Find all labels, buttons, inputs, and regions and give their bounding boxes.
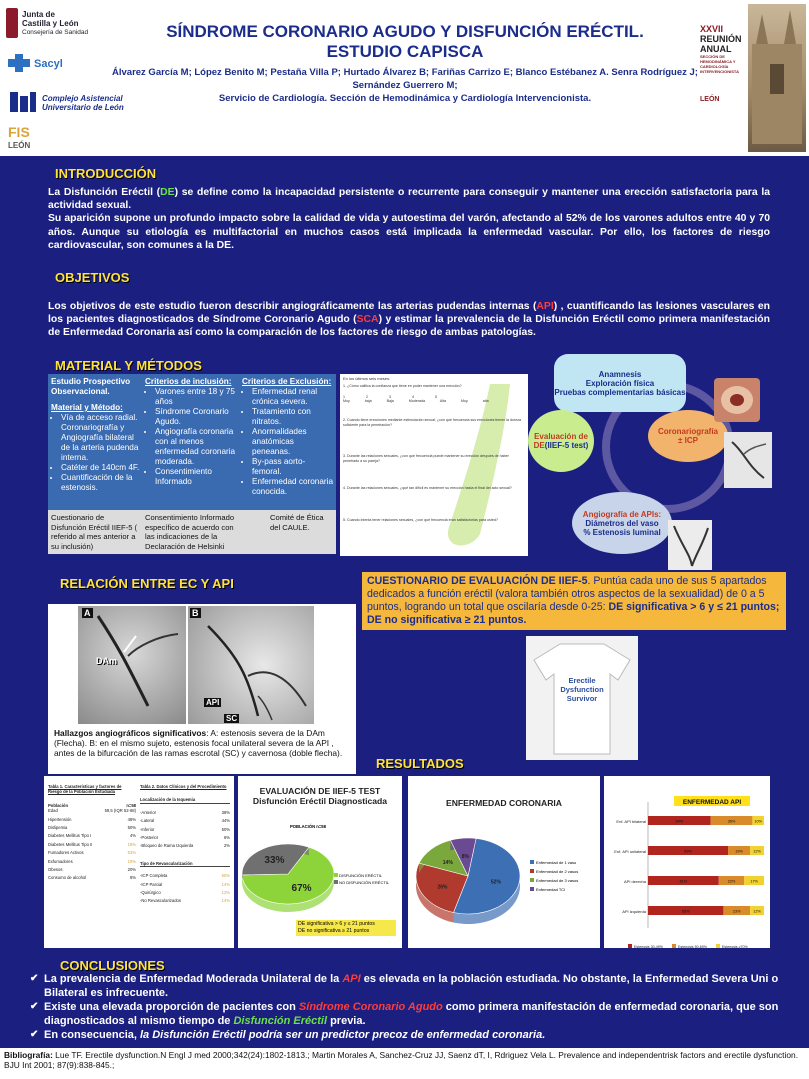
c2-c: previa. [327, 1015, 366, 1027]
legend-swatch [530, 887, 534, 891]
tshirt-line3: Survivor [566, 694, 598, 703]
q-scale: 2 [366, 394, 368, 399]
complejo-logo-icon [8, 90, 38, 114]
table-row [140, 843, 230, 848]
tshirt-text [554, 676, 610, 703]
angio-label-dam: DAm [96, 656, 118, 666]
cell-label: Obesos [48, 867, 63, 873]
cell-value: 59,5 (IQR 52-68) [104, 808, 136, 814]
bar-value-label: 36% [727, 819, 736, 824]
pie1-title2: Disfunción Eréctil Diagnosticada [252, 796, 388, 806]
bibliografia [0, 1048, 809, 1079]
conclusion-3 [30, 1028, 790, 1042]
col3-item: • By-pass aorto-femoral. [252, 457, 334, 477]
pie-slice-label: 67% [291, 882, 312, 894]
conclusiones-heading: CONCLUSIONES [60, 958, 165, 973]
cell-value: 44% [221, 818, 230, 824]
cell-label: -Anterior [140, 809, 157, 815]
cell-value: 50% [127, 825, 136, 831]
pie2-title: ENFERMEDAD CORONARIA [445, 798, 562, 808]
sacyl-cross-icon [8, 54, 30, 72]
iief5-info-box [362, 572, 786, 630]
cell-value: 38% [221, 809, 230, 815]
legend-swatch-de [334, 873, 338, 877]
diag-top2: Exploración física [585, 378, 655, 388]
biblio-text: Lue TF. Erectile dysfunction.N Engl J med 2000;342(24):1802-1813.; Martin Morales A, Sanchez-Cruz JJ, Saenz dT, I, Rdriguez Vela L. Prevalence and independentrisk factors and erectile dysfunction. BJU Int 2001; 87(9):838-845.; [4, 1050, 799, 1070]
category-label: Enf. API bilateral [616, 818, 646, 824]
material-heading: MATERIAL Y MÉTODOS [55, 358, 202, 373]
pie1-note2: DE no significativa ≥ 21 puntos [298, 928, 370, 934]
col3-item: • Enfermedad renal crónica severa. [252, 387, 334, 407]
legend-swatch [716, 944, 720, 948]
t1-head: Población [48, 802, 69, 808]
q-header: En los últimos seis meses: [343, 376, 391, 381]
cell-label: Dislipemia [48, 825, 68, 831]
table-row [140, 810, 230, 815]
cell-label: Diabetes Mellitus Tipo II [48, 841, 93, 847]
q-list [343, 384, 523, 523]
tshirt-line2: Dysfunction [560, 685, 604, 694]
c1-b: es elevada en la población estudiada. No obstante, la Enfermedad Severa Uni o Bilateral es infrecuente. [44, 973, 779, 999]
col1-sub: Material y Método: [51, 403, 123, 412]
table-row [48, 867, 136, 872]
q-scale: 1 [343, 394, 345, 399]
bar-value-label: 12% [753, 909, 761, 914]
bar-value-label: 23% [732, 909, 741, 914]
bar-value-label: 65% [681, 909, 690, 914]
cell-value: 50% [221, 826, 230, 832]
obj-sca: SCA [356, 314, 379, 326]
fis-line2: LEÓN [8, 141, 31, 150]
conclusiones-list [30, 972, 790, 1042]
legend-label: Estenosis 30-49% [634, 945, 663, 948]
intro-p1-a: La Disfunción Eréctil ( [48, 187, 161, 198]
pie1-legend [334, 872, 389, 886]
title-line1: SÍNDROME CORONARIO AGUDO Y DISFUNCIÓN ERÉCTIL. [166, 22, 644, 41]
cell-value: 60% [221, 873, 230, 879]
q-label: Baja [386, 399, 394, 403]
results-tables [44, 776, 234, 948]
bar-value-label: 19% [735, 849, 743, 854]
workflow-diagram [528, 352, 808, 572]
table-row [48, 825, 136, 830]
caption-text: : A: estenosis severa de la DAm (Flecha). B: en el mismo sujeto, estenosis focal unilateral severa de la API , antes de la bifurcación de las ramas escrotal (SC) y cavernosa (doble flecha). [54, 728, 343, 758]
legend-item [530, 885, 578, 894]
col2-item: • Síndrome Coronario Agudo. [155, 407, 239, 427]
coronary-angio-thumb [724, 432, 772, 488]
table-row [48, 808, 136, 813]
q-text: 4. Durante las relaciones sexuales, ¿qué tan difícil es mantener su erección hasta el final del acto sexual? [343, 486, 512, 490]
complejo-line1: Complejo Asistencial [42, 94, 123, 103]
relacion-heading: RELACIÓN ENTRE EC Y API [60, 576, 234, 591]
legend-label: Estenosis ≥70% [722, 945, 748, 948]
col2-item: • Consentimiento Informado [155, 467, 239, 487]
pie2-legend [530, 858, 578, 894]
legend-item [530, 858, 578, 867]
t2-sec2: Tipo de Revascularización [140, 861, 230, 867]
legend-swatch [530, 878, 534, 882]
legend-label: Enfermedad de 3 vasos [536, 878, 579, 883]
q-scale: 4 [412, 394, 414, 399]
cell-label: Hipertensión [48, 816, 72, 822]
meeting-name2: ANUAL [700, 44, 732, 54]
q-label: Moderada [408, 399, 425, 403]
api-bar-chart [604, 776, 770, 948]
methods-col3 [242, 377, 334, 497]
q-label: Muy alta [461, 399, 489, 403]
cell-label: -Bloqueo de Rama Izquierda [140, 843, 194, 849]
pie2-chart [410, 826, 532, 936]
legend-swatch-node [334, 880, 338, 884]
intro-p2: Su aparición supone un profundo impacto sobre la calidad de vida y autoestima del varón, afectando al 52% de los varones adultos entre 40 y 70 años. Aunque su etiología es multifactorial en muchos casos está implicada la enfermedad vascular. Por ello, los factores de riesgo cardiovascular, son comunes a la DE. [48, 213, 770, 251]
col2-item: • Varones entre 18 y 75 años [155, 387, 239, 407]
c2-b: como primera manifestación de enfermedad coronaria, que son diagnosticados al mismo tiempo de [44, 1001, 779, 1027]
meeting-city: LEÓN [700, 96, 720, 103]
col3-title: Criterios de Exclusión: [242, 377, 332, 386]
cell-value: 2% [223, 843, 230, 849]
cell-label: Exfumadores [48, 858, 73, 864]
cell-value: 14% [221, 898, 230, 904]
jcyl-shield-logo [6, 8, 18, 38]
gray-col1: Cuestionario de Disfunción Eréctil IIEF-5 ( referido al mes anterior a su inclusión) [51, 513, 138, 551]
cathedral-photo [748, 4, 806, 152]
biblio-label: Bibliografía: [4, 1050, 53, 1060]
objetivos-text [48, 300, 770, 340]
cell-label: -Lateral [140, 818, 155, 824]
fis-logo [8, 126, 30, 152]
pie1-population: POBLACIÓN n=58 [290, 824, 326, 829]
table-row [48, 833, 136, 838]
intro-de: DE [160, 187, 175, 198]
cell-label: -No Revascularizados [140, 898, 181, 904]
q-label: Alta [439, 399, 446, 403]
cell-value: 18% [127, 841, 136, 847]
cell-value: 19% [127, 858, 136, 864]
title-line2: ESTUDIO CAPISCA [326, 42, 484, 61]
authors-block [110, 66, 700, 105]
methods-col1 [51, 377, 141, 493]
pie-slice-label: 33% [264, 855, 285, 867]
cell-value: 48% [127, 816, 136, 822]
iief5-pie-panel [238, 776, 402, 948]
legend-label: Enfermedad de 1 vaso [536, 860, 577, 865]
table1-title: Tabla 1. Características y factores de Riesgo de la Población Estudiada [48, 784, 122, 795]
meeting-logo [700, 24, 746, 103]
table-row [140, 898, 230, 903]
angiography-panel [48, 604, 356, 774]
diag-bottom1: Angiografía de APIs: [582, 509, 662, 519]
coronary-pie-panel [408, 776, 600, 948]
affiliation: Servicio de Cardiología. Sección de Hemodinámica y Cardiología Intervencionista. [218, 93, 592, 104]
anamnesis-box [554, 354, 686, 412]
legend-label: Enfermedad TCI [536, 887, 566, 892]
table-row [48, 842, 136, 847]
cell-label: -ICP Completa [140, 873, 168, 879]
diag-left1: Evaluación de [534, 432, 588, 441]
angiografia-apis-oval [572, 492, 672, 554]
pie-slice-label: 8% [461, 854, 469, 861]
iief5-box-text: . Puntúa cada uno de sus 5 apartados dedicados a función eréctil (valora también otros aspectos de la sexualidad) de 0 a 5 puntos, logrando un total que oscilaría desde 0-25: [367, 575, 767, 613]
cell-value: 4% [129, 833, 136, 839]
angio-label-b: B [192, 608, 199, 618]
legend-item [530, 867, 578, 876]
q-text: 1. ¿Cómo califica la confianza que tiene en poder mantener una erección? [343, 384, 462, 388]
table1 [48, 784, 136, 884]
diag-left2: (IIEF-5 test) [544, 441, 589, 450]
angio-label-api: API [206, 698, 220, 707]
angio-caption [54, 728, 350, 758]
category-label: API derecha [623, 878, 646, 884]
bar-chart-title: ENFERMEDAD API [682, 799, 742, 806]
col2-item: • Angiografía coronaria con al menos enfermedad coronaria moderada. [155, 427, 239, 467]
pie1-note-box [296, 920, 396, 936]
obj-t2: ) , cuantificando las lesiones vasculares en los pacientes diagnosticados de Síndrome Coronario Agudo ( [48, 301, 770, 326]
diag-right2: ± ICP [678, 436, 698, 445]
c1-api: API [342, 973, 361, 985]
c1-a: La prevalencia de Enfermedad Moderada Unilateral de la [44, 973, 343, 985]
cell-value: 20% [127, 867, 136, 873]
obj-api: API [536, 301, 554, 312]
pie1-legend-node: NO DISFUNCIÓN ERÉCTIL [339, 880, 390, 885]
artery-photo [714, 378, 760, 422]
gray-col2: Consentimiento Informado específico de acuerdo con las indicaciones de la Declaración de Helsinki [145, 513, 235, 551]
cell-value: 6% [223, 835, 230, 841]
diag-bottom3: % Estenosis luminal [583, 527, 661, 537]
bar-value-label: 69% [684, 849, 692, 854]
authors: Álvarez García M; López Benito M; Pestaña Villa P; Hurtado Álvarez B; Fariñas Carrizo E; Blanco Estébanez A. Senra Rodríguez J; Sernández Guerrero M; [112, 67, 698, 91]
conclusion-1 [30, 972, 790, 1000]
meeting-num: XXVII [700, 24, 724, 34]
legend-item [530, 876, 578, 885]
table-row [48, 817, 136, 822]
col3-item: • Enfermedad coronaria conocida. [252, 477, 334, 497]
diag-right1: Coronariografía [657, 427, 718, 436]
q-label: Muy baja [343, 399, 372, 403]
resultados-heading: RESULTADOS [376, 756, 464, 771]
q-scale: 5 [435, 394, 437, 399]
iief5-box-title: CUESTIONARIO DE EVALUACIÓN DE IIEF-5 [367, 575, 588, 587]
cell-label: Edad [48, 808, 58, 814]
conclusion-2 [30, 1000, 790, 1028]
methods-gray-row [48, 510, 336, 554]
angio-label-sc: SC [226, 714, 238, 723]
col1-item: • Catéter de 140cm 4F. [61, 463, 141, 473]
table-row [140, 882, 230, 887]
angio-label-a: A [84, 608, 91, 618]
cell-label: -Quirúrgico [140, 890, 161, 896]
intro-heading: INTRODUCCIÓN [55, 166, 157, 181]
table-row [140, 835, 230, 840]
diag-top1: Anamnesis [598, 369, 642, 379]
pie-slice-label: 26% [437, 884, 448, 891]
tshirt-line1: Erectile [568, 676, 596, 685]
c3-a: En consecuencia, [44, 1029, 140, 1041]
pie1-legend-de: DISFUNCIÓN ERÉCTIL [339, 873, 383, 878]
table-row [48, 850, 136, 855]
obj-t1: Los objetivos de este estudio fueron describir angiográficamente las arterias pudendas internas ( [48, 301, 537, 312]
intro-p1-b: ) se define como la incapacidad persistente o recurrente para conseguir y mantener una erección satisfactoria para la actividad sexual. [48, 187, 770, 212]
bar-value-label: 12% [753, 849, 761, 854]
intro-text [48, 186, 770, 252]
meeting-name1: REUNIÓN [700, 34, 742, 44]
iief5-box-criteria: DE significativa > 6 y ≤ 21 puntos; DE no significativa ≥ 21 puntos. [367, 601, 780, 626]
diag-left-de: DE [533, 441, 545, 450]
cell-label: -Posterior [140, 835, 159, 841]
iief5-questionnaire [340, 374, 528, 556]
table-row [140, 873, 230, 878]
cell-label: Consumo de alcohol [48, 875, 87, 881]
diag-bottom2: Diámetros del vaso [585, 518, 659, 528]
q-text: 2. Cuando tiene erecciones mediante estimulación sexual, ¿con qué frecuencia sus erecciones tienen la dureza suficiente para la penetración? [343, 418, 521, 427]
methods-table [48, 374, 336, 510]
complejo-line2: Universitario de León [42, 103, 124, 112]
q-item [343, 384, 523, 418]
legend-label: Enfermedad de 2 vasos [536, 869, 579, 874]
pie1-note1: DE significativa > 6 y ≤ 21 puntos [298, 921, 375, 927]
legend-swatch [530, 860, 534, 864]
bar-value-label: 61% [679, 879, 688, 884]
objetivos-heading: OBJETIVOS [55, 270, 130, 285]
jcyl-line1: Junta de [22, 10, 55, 19]
angio-image-a [78, 606, 186, 724]
cell-label: Fumadores Activos [48, 850, 84, 856]
table2-title: Tabla 2. Datos Clínicos y del Procedimiento [140, 784, 227, 789]
bar-value-label: 22% [727, 879, 736, 884]
meeting-sub: SECCIÓN DE HEMODINÁMICA Y CARDIOLOGÍA INTERVENCIONISTA [700, 54, 739, 74]
col3-item: • Tratamiento con nitratos. [252, 407, 334, 427]
col1-item: • Vía de acceso radial. Coronariografía y Angiografía bilateral de la arteria pudenda interna. [61, 413, 141, 463]
caption-bold: Hallazgos angiográficos significativos [54, 728, 207, 738]
table-row [140, 827, 230, 832]
legend-label: Estenosis 50-69% [678, 945, 707, 948]
fis-line1: FIS [8, 124, 30, 140]
category-label: API izquierda [622, 908, 646, 914]
col2-title: Criterios de inclusión: [145, 377, 232, 386]
col1-item: • Cuantificación de la estenosis. [61, 473, 141, 493]
jcyl-line3: Consejería de Sanidad [22, 29, 89, 36]
col1-title: Estudio Prospectivo Observacional. [51, 377, 131, 396]
table-row [48, 875, 136, 880]
q-text: 3. Durante las relaciones sexuales, ¿con qué frecuencia puede mantener su erección después de haber penetrado a su pareja? [343, 454, 509, 463]
bar-value-label: 10% [754, 819, 763, 824]
cell-label: Diabetes Mellitus Tipo I [48, 833, 92, 839]
evaluacion-de-oval [528, 410, 594, 472]
bar-value-label: 17% [750, 879, 758, 884]
t2-sec1: Localización de la Isquemia [140, 797, 230, 803]
cell-value: 12% [221, 890, 230, 896]
pie-slice-label: 52% [490, 879, 501, 886]
c2-de: Disfunción Eréctil [233, 1015, 328, 1027]
q-scale: 3 [389, 394, 391, 399]
jcyl-logo-text [22, 10, 102, 37]
sacyl-logo-text: Sacyl [34, 58, 63, 70]
c3-b: la Disfunción Eréctil podría ser un predictor precoz de enfermedad coronaria. [139, 1029, 546, 1041]
poster-title [110, 22, 700, 62]
jcyl-line2: Castilla y León [22, 19, 79, 28]
api-bar-panel [604, 776, 770, 948]
pie1-title [238, 786, 402, 806]
tshirt-photo [526, 636, 638, 760]
col3-item: • Anormalidades anatómicas peneanas. [252, 427, 334, 457]
q-text: 5. Cuando intenta tener relaciones sexuales, ¿con qué frecuencia eran satisfactorias para usted? [343, 518, 498, 522]
c2-sca: Síndrome Coronario Agudo [298, 1001, 443, 1013]
poster-header [0, 0, 809, 156]
gray-col3: Comité de Ética del CAULE. [270, 513, 324, 532]
cell-value: 8% [129, 875, 136, 881]
t1-head: n=58 [126, 802, 136, 808]
table2 [140, 784, 230, 907]
c2-a: Existe una elevada proporción de pacientes con [44, 1001, 299, 1013]
pie-slice-label: 14% [442, 860, 453, 867]
table-row [140, 890, 230, 895]
bar-value-label: 54% [675, 819, 684, 824]
table-row [140, 818, 230, 823]
cell-value: 14% [221, 881, 230, 887]
obj-t3: ) y estimar la prevalencia de la Disfunción Eréctil como primera manifestación de Enfermedad Coronaria así como la comparación de los factores de riesgo de ambas patologías. [48, 314, 770, 339]
cell-label: -Inferior [140, 826, 155, 832]
cell-label: -ICP Parcial [140, 881, 163, 887]
category-label: Enf. API unilateral [614, 848, 646, 854]
legend-swatch [628, 944, 632, 948]
api-angio-thumb [668, 520, 712, 570]
pie1-chart [238, 838, 338, 918]
pie1-title1: EVALUACIÓN DE IIEF-5 TEST [259, 786, 381, 796]
legend-swatch [530, 869, 534, 873]
legend-swatch [672, 944, 676, 948]
table-row [48, 859, 136, 864]
cell-value: 53% [127, 850, 136, 856]
diag-top3: Pruebas complementarias básicas [554, 387, 686, 397]
methods-col2 [145, 377, 239, 487]
